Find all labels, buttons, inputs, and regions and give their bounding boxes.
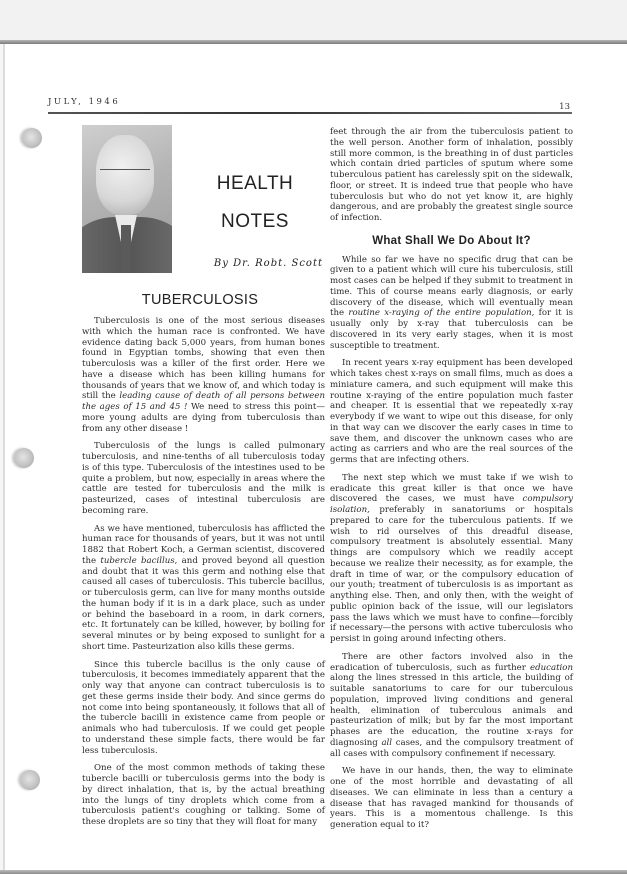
paragraph (82, 660, 325, 757)
column-title-notes: NOTES (221, 211, 289, 232)
body-text: We need to stress this point—more young adults are dying from tuberculosis than from any other disease ! (82, 402, 325, 434)
body-text: In recent years x-ray equipment has been developed which takes chest x-rays on small films, much as does a miniature camera, and such equipment will make this routine x-raying of the entire population much faster and cheaper. It is essential that we repeatedly x-ray everybody if we want to wipe out this disease, for only in that way can we discover the early cases in time to save them, and discover the unknown cases who are acting as carriers and who are the real sources of the germs that are infecting others. (330, 358, 573, 465)
emphasis-text: routine x-raying of the entire population, (348, 308, 535, 319)
subheading: What Shall We Do About It? (372, 234, 531, 247)
paragraph (330, 358, 573, 466)
right-column-body (330, 255, 573, 831)
paragraph (330, 127, 573, 224)
emphasis-text: leading cause of death of all persons between the ages of 15 and 45 ! (82, 391, 326, 412)
body-text: The next step which we must take if we wish to eradicate this great killer is that once we have discovered the cases, we must have (330, 472, 573, 505)
paragraph (82, 524, 325, 653)
paragraph (330, 652, 573, 760)
author-portrait (82, 125, 172, 273)
header-rule (48, 112, 572, 114)
page-bottom-edge (0, 870, 627, 874)
body-text: Tuberculosis of the lungs is called pulmonary tuberculosis, and nine-tenths of all tuberculosis today is of this type. Tuberculosis of the intestines used to be quite a problem, but now, especially in areas where the cattle are tested for tuberculosis and the milk is pasteurized, cases of intestinal tuberculosis are becoming rare. (82, 441, 325, 516)
body-text: Tuberculosis is one of the most serious diseases with which the human race is confronted. We have evidence dating back 5,000 years, from human bones found in Egyptian tombs, showing that even then tuberculosis was a killer of the first order. Here we have a disease which has been killing humans for thousands of years that we know of, and which today is still the (82, 316, 325, 402)
emphasis-text: tubercle bacillus (100, 555, 175, 566)
issue-date: JULY, 1946 (48, 97, 121, 107)
paragraph (330, 766, 573, 831)
body-text: Since this tubercle bacillus is the only cause of tuberculosis, it becomes immediately apparent that the only way that anyone can contract tuberculosis is to get these germs inside their body. And since germs do not come into being spontaneously, it follows that all of the tubercle bacilli in existence came from people or animals who had tuberculosis. If we could get people to understand these simple facts, there would be far less tuberculosis. (82, 659, 325, 756)
body-text: cases, and the compulsory treatment of all cases with compulsory confinement if necessary. (330, 737, 574, 759)
running-head (48, 95, 572, 111)
body-text: preferably in sanatoriums or hospitals prepared to care for the tuberculous patients. If we wish to rid ourselves of this dreadful disease, compulsory treatment is absolutely essential. Many things are compulsory which we readily accept because we realize their necessity, as for example, the draft in time of war, or the compulsory education of our youth; treatment of tuberculosis is as important as anything else. Then, and only then, with the weight of public opinion back of the issue, will our legislators pass the laws which we must have to confine—forcibly if necessary—the persons with active tuberculosis who persist in going around infecting others. (330, 505, 573, 644)
left-column (82, 316, 325, 835)
byline: By Dr. Robt. Scott (213, 258, 323, 269)
scan-top-margin (0, 0, 627, 42)
body-text: One of the most common methods of taking these tubercle bacilli or tuberculosis germs into the body is by direct inhalation, that is, by the actual breathing into the lungs of tiny droplets which come from a tuberculosis patient's coughing or talking. Some of these droplets are so tiny that they will float for many (82, 763, 325, 827)
emphasis-text: compulsory isolation, (330, 494, 573, 515)
body-text: As we have mentioned, tuberculosis has afflicted the human race for thousands of years, but it was not until 1882 that Robert Koch, a German scientist, discovered the (82, 523, 325, 566)
emphasis-text: all (381, 737, 393, 748)
portrait-glasses (100, 169, 150, 180)
article-title: TUBERCULOSIS (141, 292, 259, 308)
paragraph (330, 255, 573, 352)
binder-hole-top (22, 128, 42, 148)
portrait-tie (121, 225, 131, 273)
column-title-health: HEALTH (216, 173, 294, 194)
body-text: While so far we have no specific drug that can be given to a patient which will cure his tuberculosis, still most cases can be helped if they submit to treatment in time. This of course means early diagnosis, or early discovery of the disease, which will eventually mean the (330, 254, 573, 319)
paragraph (330, 473, 573, 645)
body-text: feet through the air from the tuberculosis patient to the well person. Another form of inhalation, possibly still more common, is the breathing in of dust particles which contain dried particles of sputum where some tuberculous patient has carelessly spit on the sidewalk, floor, or street. It is indeed true that people who have tuberculosis but who do not yet know it, are highly dangerous, and are probably the greatest single source of infection. (330, 127, 573, 223)
body-text: along the lines stressed in this article, the building of suitable sanatoriums to care for our tuberculous population, improved living conditions and general health, elimination of tuberculous animals and pasteurization of milk; but by far the most important phases are the education, the routine x-rays for diagnosing (330, 673, 573, 748)
body-text: There are other factors involved also in the eradication of tuberculosis, such as further (330, 651, 573, 673)
emphasis-text: education (530, 662, 573, 673)
page-number: 13 (559, 102, 570, 112)
paragraph (82, 441, 325, 516)
body-text: for it is usually only by x-ray that tuberculosis can be discovered in its very early stages, when it is most susceptible to treatment. (330, 308, 573, 351)
binder-hole-middle (14, 448, 34, 468)
paragraph (82, 763, 325, 828)
binder-hole-bottom (20, 770, 40, 790)
body-text: We have in our hands, then, the way to eliminate one of the most horrible and devastating of all diseases. We can eliminate in less than a century a disease that has ravaged mankind for thousands of years. This is a momentous challenge. Is this generation equal to it? (330, 766, 573, 830)
paragraph (82, 316, 325, 434)
body-text: , and proved beyond all question and doubt that it was this germ and nothing else that caused all cases of tuberculosis. This tubercle bacillus, or tuberculosis germ, can live for many months outside the human body if it is in a dark place, such as under or behind the baseboard in a room, in dark corners, etc. It fortunately can be killed, however, by boiling for several minutes or by being exposed to sunlight for a short time. Pasteurization also kills these germs. (82, 555, 325, 652)
right-column (330, 127, 573, 838)
